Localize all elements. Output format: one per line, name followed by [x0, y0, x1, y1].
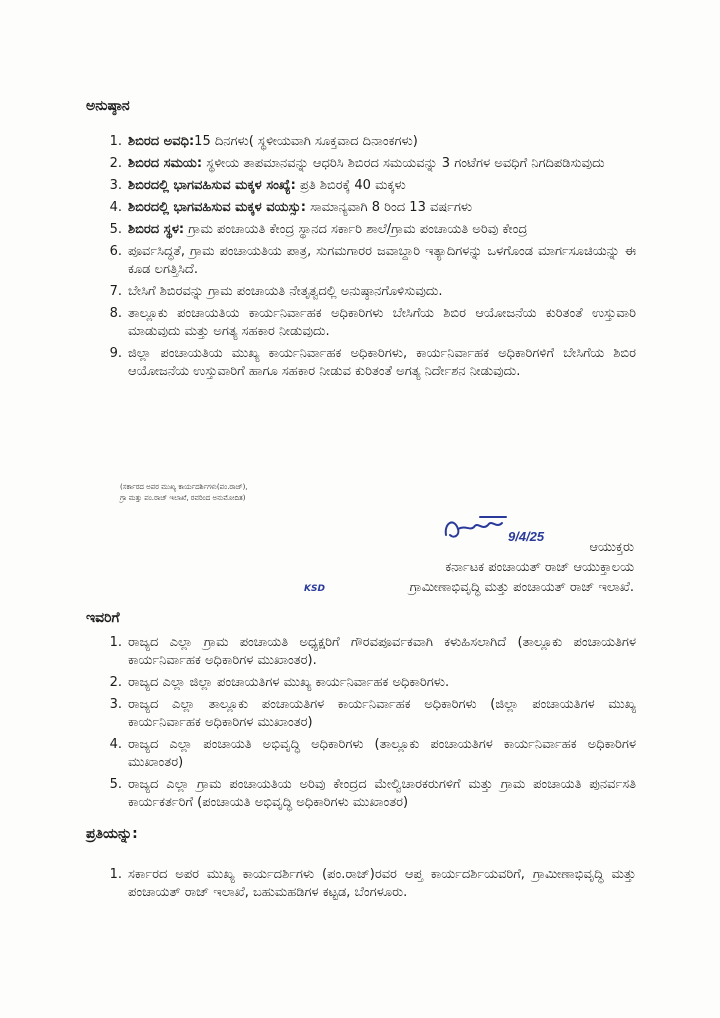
list-item: 5. ರಾಜ್ಯದ ಎಲ್ಲಾ ಗ್ರಾಮ ಪಂಚಾಯತಿಯ ಅರಿವು ಕೇಂದ್ರದ ಮೇಲ್ವಿಚಾರಕರುಗಳಿಗೆ ಮತ್ತು ಗ್ರಾಮ ಪಂಚಾಯತಿ ಪುನರ್ವಸತಿ ಕಾರ್ಯಕರ್ತರಿಗೆ (ಪಂಚಾಯತಿ ಅಭಿವೃದ್ಧಿ ಅಧಿಕಾರಿಗಳು ಮುಖಾಂತರ) — [109, 777, 636, 810]
copy-to-list — [109, 866, 636, 906]
approval-note-line-1: (ಸರ್ಕಾರದ ಅಪರ ಮುಖ್ಯ ಕಾರ್ಯದರ್ಶಿಗಳು(ಪಂ.ರಾಜ್), — [120, 483, 248, 491]
list-item: 7. ಬೇಸಿಗೆ ಶಿಬಿರವನ್ನು ಗ್ರಾಮ ಪಂಚಾಯತಿ ನೇತೃತ್ವದಲ್ಲಿ ಅನುಷ್ಠಾನಗೊಳಿಸುವುದು. — [109, 284, 443, 299]
section-heading-implementation: ಅನುಷ್ಠಾನ — [86, 98, 130, 114]
list-item: 4. ರಾಜ್ಯದ ಎಲ್ಲಾ ಪಂಚಾಯತಿ ಅಭಿವೃದ್ಧಿ ಅಧಿಕಾರಿಗಳು (ತಾಲ್ಲೂಕು ಪಂಚಾಯತಿಗಳ ಕಾರ್ಯನಿರ್ವಾಹಕ ಅಧಿಕಾರಿಗಳ ಮುಖಾಂತರ) — [109, 737, 636, 770]
list-item: 6. ಪೂರ್ವಸಿದ್ಧತೆ, ಗ್ರಾಮ ಪಂಚಾಯತಿಯ ಪಾತ್ರ, ಸುಗಮಗಾರರ ಜವಾಬ್ದಾರಿ ಇತ್ಯಾದಿಗಳನ್ನು ಒಳಗೊಂಡ ಮಾರ್ಗಸೂಚಿಯನ್ನು ಈ ಕೂಡ ಲಗತ್ತಿಸಿದೆ. — [109, 244, 636, 277]
list-item: 1. ರಾಜ್ಯದ ಎಲ್ಲಾ ಗ್ರಾಮ ಪಂಚಾಯತಿ ಅಧ್ಯಕ್ಷರಿಗೆ ಗೌರವಪೂರ್ವಕವಾಗಿ ಕಳುಹಿಸಲಾಗಿದೆ (ತಾಲ್ಲೂಕು ಪಂಚಾಯತಿಗಳ ಕಾರ್ಯನಿರ್ವಾಹಕ ಅಧಿಕಾರಿಗಳ ಮುಖಾಂತರ). — [109, 635, 636, 668]
signatory-office-2: ಗ್ರಾಮೀಣಾಭಿವೃದ್ಧಿ ಮತ್ತು ಪಂಚಾಯತ್ ರಾಜ್ ಇಲಾಖೆ. — [409, 580, 634, 595]
signatory-designation: ಆಯುಕ್ತರು — [589, 540, 634, 555]
section-heading-recipients: ಇವರಿಗೆ — [86, 610, 120, 626]
signature-date: 9/4/25 — [508, 529, 545, 544]
list-item: 3. ಶಿಬಿರದಲ್ಲಿ ಭಾಗವಹಿಸುವ ಮಕ್ಕಳ ಸಂಖ್ಯೆ: ಪ್ರತಿ ಶಿಬಿರಕ್ಕೆ 40 ಮಕ್ಕಳು — [109, 178, 406, 193]
list-item: 2. ರಾಜ್ಯದ ಎಲ್ಲಾ ಜಿಲ್ಲಾ ಪಂಚಾಯತಿಗಳ ಮುಖ್ಯ ಕಾರ್ಯನಿರ್ವಾಹಕ ಅಧಿಕಾರಿಗಳು. — [109, 675, 450, 690]
handwritten-initials: KSD — [304, 584, 325, 594]
list-item: 5. ಶಿಬಿರದ ಸ್ಥಳ: ಗ್ರಾಮ ಪಂಚಾಯತಿ ಕೇಂದ್ರ ಸ್ಥಾನದ ಸರ್ಕಾರಿ ಶಾಲೆ/ಗ್ರಾಮ ಪಂಚಾಯತಿ ಅರಿವು ಕೇಂದ್ರ — [109, 222, 528, 237]
list-item: 1. ಸರ್ಕಾರದ ಅಪರ ಮುಖ್ಯ ಕಾರ್ಯದರ್ಶಿಗಳು (ಪಂ.ರಾಜ್)ರವರ ಆಪ್ತ ಕಾರ್ಯದರ್ಶಿಯವರಿಗೆ, ಗ್ರಾಮೀಣಾಭಿವೃದ್ಧಿ ಮತ್ತು ಪಂಚಾಯತ್ ರಾಜ್ ಇಲಾಖೆ, ಬಹುಮಹಡಿಗಳ ಕಟ್ಟಡ, ಬೆಂಗಳೂರು. — [109, 867, 636, 900]
implementation-list — [109, 133, 636, 385]
section-heading-copy-to: ಪ್ರತಿಯನ್ನು: — [86, 826, 138, 842]
signatory-office-1: ಕರ್ನಾಟಕ ಪಂಚಾಯತ್ ರಾಜ್ ಆಯುಕ್ತಾಲಯ — [445, 560, 634, 575]
list-item: 2. ಶಿಬಿರದ ಸಮಯ: ಸ್ಥಳೀಯ ತಾಪಮಾನವನ್ನು ಆಧರಿಸಿ ಶಿಬಿರದ ಸಮಯವನ್ನು 3 ಗಂಟೆಗಳ ಅವಧಿಗೆ ನಿಗದಿಪಡಿಸುವುದು — [109, 156, 605, 171]
list-item: 3. ರಾಜ್ಯದ ಎಲ್ಲಾ ತಾಲ್ಲೂಕು ಪಂಚಾಯತಿಗಳ ಕಾರ್ಯನಿರ್ವಾಹಕ ಅಧಿಕಾರಿಗಳು (ಜಿಲ್ಲಾ ಪಂಚಾಯತಿಗಳ ಮುಖ್ಯ ಕಾರ್ಯನಿರ್ವಾಹಕ ಅಧಿಕಾರಿಗಳ ಮುಖಾಂತರ) — [109, 697, 636, 730]
recipients-list — [109, 634, 636, 816]
list-item: 8. ತಾಲ್ಲೂಕು ಪಂಚಾಯತಿಯ ಕಾರ್ಯನಿರ್ವಾಹಕ ಅಧಿಕಾರಿಗಳು ಬೇಸಿಗೆಯ ಶಿಬಿರ ಆಯೋಜನೆಯ ಕುರಿತಂತೆ ಉಸ್ತುವಾರಿ ಮಾಡುವುದು ಮತ್ತು ಅಗತ್ಯ ಸಹಕಾರ ನೀಡುವುದು. — [109, 306, 636, 339]
signatory-block — [410, 538, 634, 598]
approval-note-line-2: ಗ್ರಾ ಮತ್ತು ಪಂ.ರಾಜ್ ಇಲಾಖೆ, ರವರಿಂದ ಅನುಮೋದಿತ) — [120, 494, 246, 502]
list-item: 9. ಜಿಲ್ಲಾ ಪಂಚಾಯತಿಯ ಮುಖ್ಯ ಕಾರ್ಯನಿರ್ವಾಹಕ ಅಧಿಕಾರಿಗಳು, ಕಾರ್ಯನಿರ್ವಾಹಕ ಅಧಿಕಾರಿಗಳಿಗೆ ಬೇಸಿಗೆಯ ಶಿಬಿರ ಆಯೋಜನೆಯ ಉಸ್ತುವಾರಿಗೆ ಹಾಗೂ ಸಹಕಾರ ನೀಡುವ ಕುರಿತಂತೆ ಅಗತ್ಯ ನಿರ್ದೇಶನ ನೀಡುವುದು. — [109, 346, 636, 379]
list-item: 1. ಶಿಬಿರದ ಅವಧಿ:15 ದಿನಗಳು( ಸ್ಥಳೀಯವಾಗಿ ಸೂಕ್ತವಾದ ದಿನಾಂಕಗಳು) — [109, 134, 418, 149]
list-item: 4. ಶಿಬಿರದಲ್ಲಿ ಭಾಗವಹಿಸುವ ಮಕ್ಕಳ ವಯಸ್ಸು: ಸಾಮಾನ್ಯವಾಗಿ 8 ರಿಂದ 13 ವರ್ಷಗಳು — [109, 200, 473, 215]
